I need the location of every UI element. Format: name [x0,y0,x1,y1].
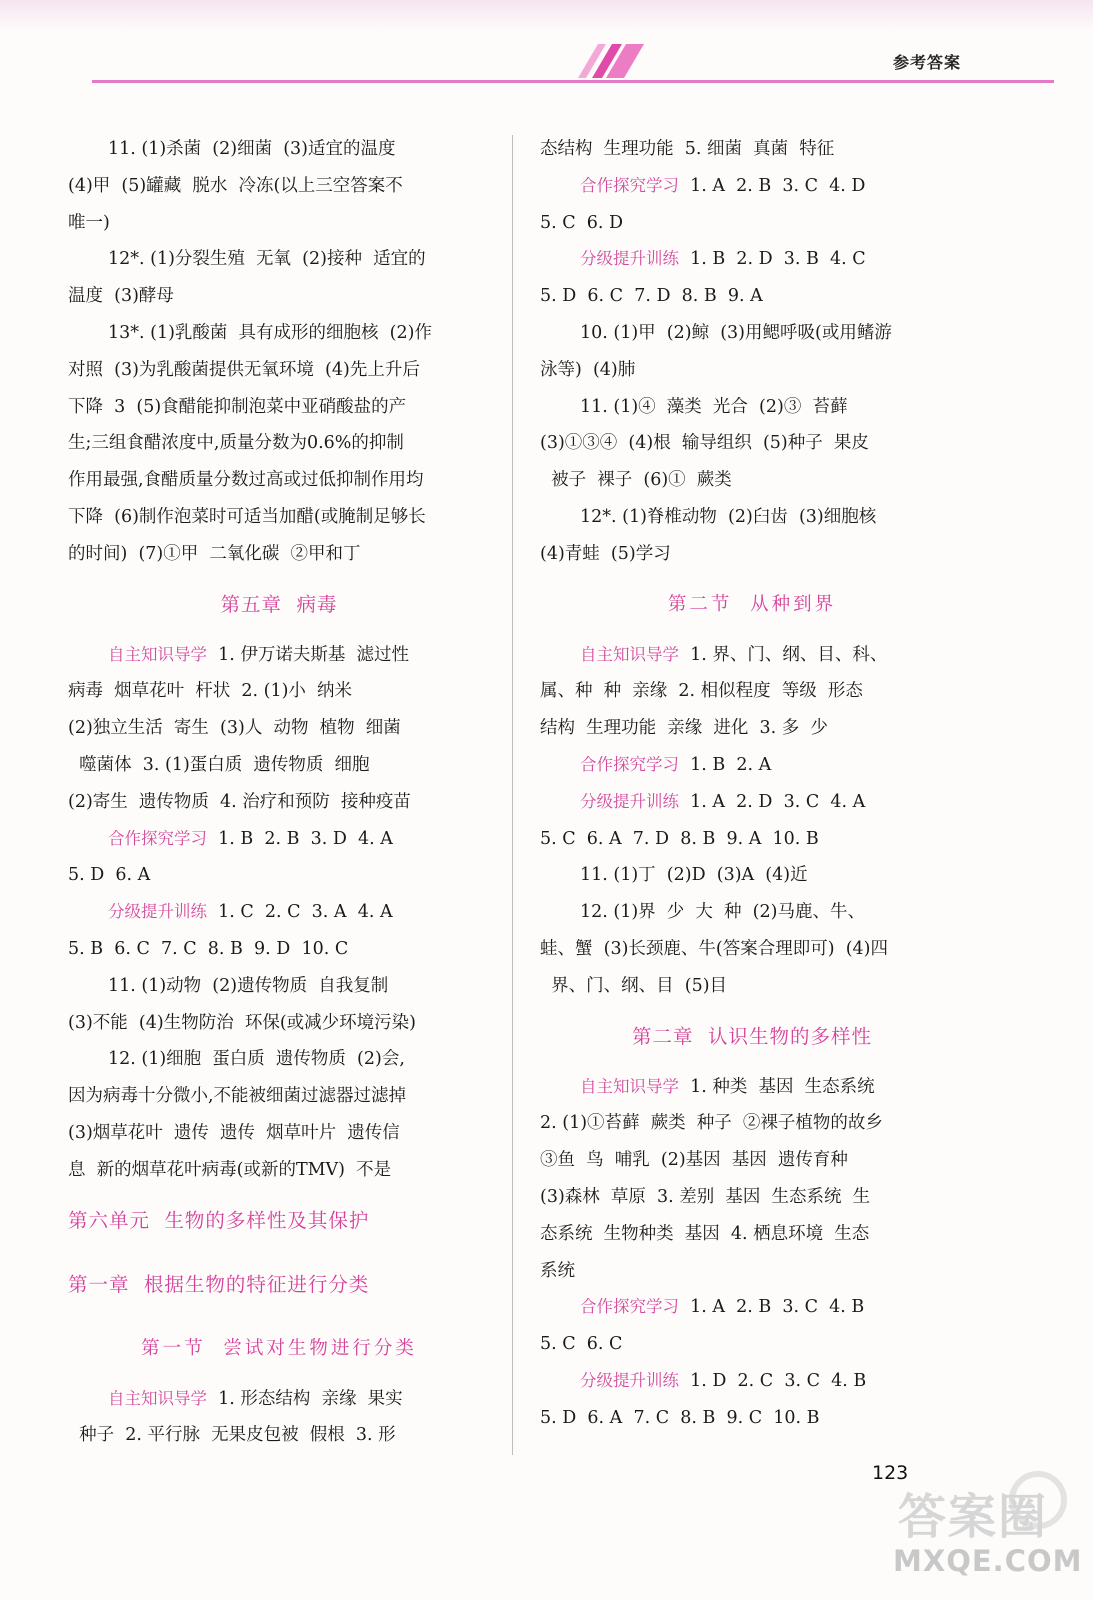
answer-line [68,1381,490,1418]
answer-line: 蛙、蟹 (3)长颈鹿、牛(答案合理即可) (4)四 [540,938,888,959]
answer-line: 11. (1)动物 (2)遗传物质 自我复制 [108,975,389,996]
answer-line [540,241,964,278]
left-column [68,131,490,1454]
answer-text: 1. 界、门、纲、目、科、 [679,644,888,665]
answer-line: (3)烟草花叶 遗传 遗传 烟草叶片 遗传信 [68,1122,400,1143]
answer-line [68,821,490,858]
answer-line: 结构 生理功能 亲缘 进化 3. 多 少 [540,718,828,739]
section-heading: 第一章 根据生物的特征进行分类 [68,1272,370,1296]
answer-text: 1. C 2. C 3. A 4. A [207,902,393,923]
answer-line: 唯一) [68,212,110,233]
answer-line: 2. (1)①苔藓 蕨类 种子 ②裸子植物的故乡 [540,1113,883,1134]
section-label: 自主知识导学 [580,644,679,664]
answer-text: 1. A 2. B 3. C 4. D [679,175,866,196]
answer-text: 1. A 2. B 3. C 4. B [679,1297,865,1318]
answer-text: 1. B 2. B 3. D 4. A [207,828,393,849]
answer-line: 12. (1)界 少 大 种 (2)马鹿、牛、 [580,902,865,923]
answer-text: 1. D 2. C 3. C 4. B [679,1370,867,1391]
answer-text: 1. A 2. D 3. C 4. A [679,791,866,812]
section-label: 自主知识导学 [108,1388,207,1408]
page-number: 123 [872,1462,909,1484]
answer-line: 12*. (1)脊椎动物 (2)臼齿 (3)细胞核 [580,506,877,527]
section-label: 分级提升训练 [580,249,679,269]
section-label: 合作探究学习 [108,828,207,848]
answer-line [540,1363,964,1400]
answer-text: 1. 种类 基因 生态系统 [679,1076,875,1097]
answer-line: (3)森林 草原 3. 差别 基因 生态系统 生 [540,1186,871,1207]
answer-line: 5. C 6. C [540,1334,623,1355]
watermark-site: MXQE.COM [893,1544,1083,1578]
answer-line: 5. B 6. C 7. C 8. B 9. D 10. C [68,938,349,959]
right-column [540,131,964,1437]
answer-text: 1. B 2. D 3. B 4. C [679,249,866,270]
answer-line: (4)甲 (5)罐藏 脱水 冷冻(以上三空答案不 [68,175,403,196]
answer-line: 13*. (1)乳酸菌 具有成形的细胞核 (2)作 [108,322,432,343]
section-label: 合作探究学习 [580,175,679,195]
answer-line: 属、种 种 亲缘 2. 相似程度 等级 形态 [540,681,863,702]
answer-line [540,1289,964,1326]
section-label: 自主知识导学 [108,644,207,664]
answer-line [540,168,964,205]
answer-line: 下降 (6)制作泡菜时可适当加醋(或腌制足够长 [68,506,426,527]
section-label: 分级提升训练 [580,791,679,811]
answer-line: 态结构 生理功能 5. 细菌 真菌 特征 [540,139,835,159]
answer-line: 下降 3 (5)食醋能抑制泡菜中亚硝酸盐的产 [68,396,407,417]
answer-line: 12*. (1)分裂生殖 无氧 (2)接种 适宜的 [108,249,426,270]
section-label: 合作探究学习 [580,754,679,774]
answer-line: (2)独立生活 寄生 (3)人 动物 植物 细菌 [68,718,401,739]
answer-line [540,637,964,674]
section-heading: 第二节 从种到界 [667,593,837,615]
section-heading: 第二章 认识生物的多样性 [632,1024,872,1048]
answer-line: 5. D 6. C 7. D 8. B 9. A [540,286,763,307]
answer-text: 1. 伊万诺夫斯基 滤过性 [207,644,410,665]
answer-text: 1. B 2. A [679,754,772,775]
header-rule [92,80,1054,83]
top-band [0,0,1093,32]
answer-line: (3)不能 (4)生物防治 环保(或减少环境污染) [68,1012,416,1033]
answer-line: 11. (1)丁 (2)D (3)A (4)近 [580,865,808,886]
answer-line: 被子 裸子 (6)① 蕨类 [540,470,732,491]
answer-line [540,784,964,821]
watermark-chars: 答案圈 [898,1489,1049,1545]
section-label: 合作探究学习 [580,1297,679,1317]
section-heading: 第五章 病毒 [220,592,338,616]
answer-line: 5. D 6. A 7. C 8. B 9. C 10. B [540,1407,820,1428]
answer-line: 息 新的烟草花叶病毒(或新的TMV) 不是 [68,1159,392,1180]
answer-line: 因为病毒十分微小,不能被细菌过滤器过滤掉 [68,1086,407,1107]
answer-line [68,894,490,931]
answer-line: 系统 [540,1260,575,1281]
column-divider [512,135,513,1455]
answer-line: 11. (1)杀菌 (2)细菌 (3)适宜的温度 [108,139,396,159]
section-label: 自主知识导学 [580,1076,679,1096]
answer-line: (4)青蛙 (5)学习 [540,543,671,564]
section-heading: 第六单元 生物的多样性及其保护 [68,1208,370,1232]
header-title: 参考答案 [892,53,961,72]
answer-line: 12. (1)细胞 蛋白质 遗传物质 (2)会, [108,1049,405,1070]
section-label: 分级提升训练 [580,1370,679,1390]
answer-line: (2)寄生 遗传物质 4. 治疗和预防 接种疫苗 [68,791,411,812]
answer-line: 生;三组食醋浓度中,质量分数为0.6%的抑制 [68,433,404,454]
answer-line [540,1069,964,1106]
answer-line: 5. C 6. D [540,212,624,233]
answer-line: 噬菌体 3. (1)蛋白质 遗传物质 细胞 [68,754,370,775]
section-heading: 第一节 尝试对生物进行分类 [141,1337,417,1359]
answer-line: 5. C 6. A 7. D 8. B 9. A 10. B [540,828,819,849]
answer-line: 11. (1)④ 藻类 光合 (2)③ 苔藓 [580,396,848,417]
header-stripe-icon [578,44,644,78]
answer-line: (3)①③④ (4)根 输导组织 (5)种子 果皮 [540,433,869,454]
answer-line: 种子 2. 平行脉 无果皮包被 假根 3. 形 [68,1425,396,1446]
answer-line: 界、门、纲、目 (5)目 [540,975,728,996]
answer-line: 对照 (3)为乳酸菌提供无氧环境 (4)先上升后 [68,359,420,380]
answer-line: 温度 (3)酵母 [68,286,174,307]
answer-line: 态系统 生物种类 基因 4. 栖息环境 生态 [540,1223,870,1244]
answer-line: 5. D 6. A [68,865,151,886]
answer-line: 泳等) (4)肺 [540,359,636,380]
answer-line: 10. (1)甲 (2)鲸 (3)用鳃呼吸(或用鳍游 [580,322,892,343]
answer-line: 作用最强,食醋质量分数过高或过低抑制作用均 [68,470,424,491]
answer-line: 的时间) (7)①甲 二氧化碳 ②甲和丁 [68,543,361,564]
answer-line [540,747,964,784]
answer-line [68,637,490,674]
answer-line: ③鱼 鸟 哺乳 (2)基因 基因 遗传育种 [540,1150,848,1171]
section-label: 分级提升训练 [108,902,207,922]
answer-text: 1. 形态结构 亲缘 果实 [207,1388,403,1409]
answer-line: 病毒 烟草花叶 杆状 2. (1)小 纳米 [68,681,353,702]
